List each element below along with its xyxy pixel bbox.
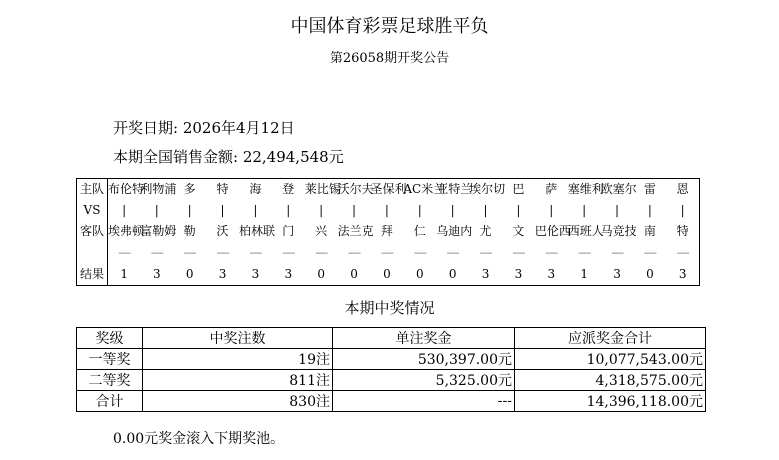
match-result: 1	[580, 266, 588, 281]
away-team: 西班人	[567, 224, 604, 239]
match-result: 3	[678, 266, 687, 281]
prize-count: 19注	[143, 349, 333, 370]
issue-subtitle: 第26058期开奖公告	[329, 51, 450, 66]
away-team: 马竞技	[600, 224, 637, 239]
match-result: 3	[481, 266, 490, 281]
vs-mark: |	[549, 203, 554, 218]
away-team: 仁	[413, 224, 426, 239]
prize-header-single: 单注奖金	[333, 328, 515, 349]
vs-mark: |	[253, 203, 258, 218]
match-result: 3	[514, 266, 523, 281]
home-team: 登	[282, 182, 295, 197]
row-label: 主队	[77, 179, 108, 201]
prize-header-level: 奖级	[77, 328, 143, 349]
home-team: 塞维利	[567, 182, 604, 197]
page-title: 中国体育彩票足球胜平负	[290, 16, 489, 37]
vs-mark: |	[220, 203, 225, 218]
prize-single: 530,397.00元	[333, 349, 515, 370]
prize-total: 10,077,543.00元	[515, 349, 706, 370]
vs-mark: |	[615, 203, 620, 218]
dash-mark: -----	[512, 247, 525, 259]
vs-mark: |	[582, 203, 587, 218]
away-team: 尤	[479, 224, 492, 239]
row-label: VS	[77, 200, 108, 221]
row-label: 客队	[77, 221, 108, 242]
match-result: 3	[152, 266, 161, 281]
match-result: 0	[646, 266, 654, 281]
match-row-home	[77, 179, 700, 201]
dash-mark: -----	[446, 247, 459, 259]
away-team: 巴伦西	[534, 224, 571, 239]
away-team: 埃弗顿	[108, 224, 145, 239]
away-team: 沃	[216, 224, 229, 239]
dash-mark: -----	[150, 247, 163, 259]
match-row-vs	[77, 200, 700, 221]
match-result: 3	[613, 266, 621, 281]
prize-section-title: 本期中奖情况	[344, 299, 435, 317]
dash-mark: -----	[249, 247, 262, 259]
prize-row	[77, 349, 706, 370]
prize-total: 14,396,118.00元	[515, 391, 706, 412]
dash-mark: -----	[578, 247, 591, 259]
away-team: 兴	[315, 224, 328, 239]
match-row-result	[77, 264, 700, 286]
dash-mark: -----	[611, 247, 624, 259]
match-result: 0	[185, 266, 194, 281]
vs-mark: |	[384, 203, 389, 218]
match-row-away	[77, 221, 700, 242]
prize-count: 811注	[143, 370, 333, 391]
home-team: 雷	[643, 182, 656, 197]
home-team: 特	[216, 182, 229, 197]
match-result: 0	[383, 266, 391, 281]
away-team: 柏林联	[239, 224, 276, 239]
dash-mark: -----	[216, 247, 229, 259]
vs-mark: |	[483, 203, 488, 218]
match-result: 0	[415, 266, 424, 281]
dash-mark: -----	[348, 247, 361, 259]
away-team: 文	[512, 224, 525, 239]
home-team: 海	[249, 182, 262, 197]
dash-mark: -----	[282, 247, 295, 259]
home-team: 莱比锡	[304, 182, 341, 197]
prize-level: 一等奖	[77, 349, 143, 370]
dash-mark: -----	[643, 247, 656, 259]
dash-mark: -----	[118, 247, 131, 259]
away-team: 门	[282, 224, 295, 239]
away-team: 法兰克	[337, 224, 374, 239]
sales-amount: 本期全国销售金额: 22,494,548元	[113, 148, 344, 166]
vs-mark: |	[187, 203, 192, 218]
dash-mark: -----	[413, 247, 426, 259]
away-team: 南	[643, 224, 656, 239]
prize-header-row	[77, 328, 706, 349]
home-team: 巴	[512, 182, 525, 197]
match-result: 0	[317, 266, 325, 281]
vs-mark: |	[352, 203, 357, 218]
prize-count: 830注	[143, 391, 333, 412]
match-result: 3	[218, 266, 227, 281]
home-team: 亚特兰	[436, 182, 473, 197]
vs-mark: |	[647, 203, 652, 218]
dash-mark: -----	[315, 247, 328, 259]
prize-level: 二等奖	[77, 370, 143, 391]
home-team: 布伦特	[108, 182, 145, 197]
home-team: 欧塞尔	[600, 182, 637, 197]
prize-table	[76, 327, 706, 412]
away-team: 特	[676, 224, 689, 239]
home-team: AC米兰	[403, 182, 446, 197]
home-team: 利物浦	[140, 182, 177, 197]
prize-total: 4,318,575.00元	[515, 370, 706, 391]
rollover-note: 0.00元奖金滚入下期奖池。	[113, 431, 285, 447]
dash-mark: -----	[676, 247, 689, 259]
prize-header-total: 应派奖金合计	[515, 328, 706, 349]
prize-row	[77, 370, 706, 391]
vs-mark: |	[154, 203, 159, 218]
away-team: 富勒姆	[140, 224, 177, 239]
match-table	[76, 178, 700, 286]
prize-single: ---	[333, 391, 515, 412]
prize-single: 5,325.00元	[333, 370, 515, 391]
match-result: 3	[284, 266, 293, 281]
vs-mark: |	[680, 203, 685, 218]
dash-mark: -----	[380, 247, 393, 259]
home-team: 沃尔夫	[337, 182, 374, 197]
home-team: 埃尔切	[469, 182, 506, 197]
row-label	[77, 243, 108, 264]
vs-mark: |	[450, 203, 455, 218]
dash-mark: -----	[183, 247, 196, 259]
prize-header-count: 中奖注数	[143, 328, 333, 349]
home-team: 圣保利	[370, 182, 407, 197]
away-team: 拜	[380, 224, 393, 239]
prize-row	[77, 391, 706, 412]
match-result: 0	[350, 266, 358, 281]
vs-mark: |	[286, 203, 291, 218]
home-team: 恩	[676, 182, 689, 197]
match-row-separator	[77, 243, 700, 264]
home-team: 萨	[545, 182, 558, 197]
vs-mark: |	[319, 203, 324, 218]
match-result: 1	[120, 266, 128, 281]
home-team: 多	[183, 182, 196, 197]
dash-mark: -----	[545, 247, 558, 259]
dash-mark: -----	[479, 247, 492, 259]
vs-mark: |	[417, 203, 422, 218]
match-result: 0	[448, 266, 457, 281]
vs-mark: |	[122, 203, 127, 218]
draw-date: 开奖日期: 2026年4月12日	[113, 119, 295, 137]
row-label: 结果	[77, 264, 108, 286]
match-result: 3	[547, 266, 556, 281]
away-team: 勒	[183, 224, 196, 239]
vs-mark: |	[516, 203, 521, 218]
prize-level: 合计	[77, 391, 143, 412]
match-result: 3	[251, 266, 260, 281]
away-team: 乌迪内	[436, 224, 473, 239]
